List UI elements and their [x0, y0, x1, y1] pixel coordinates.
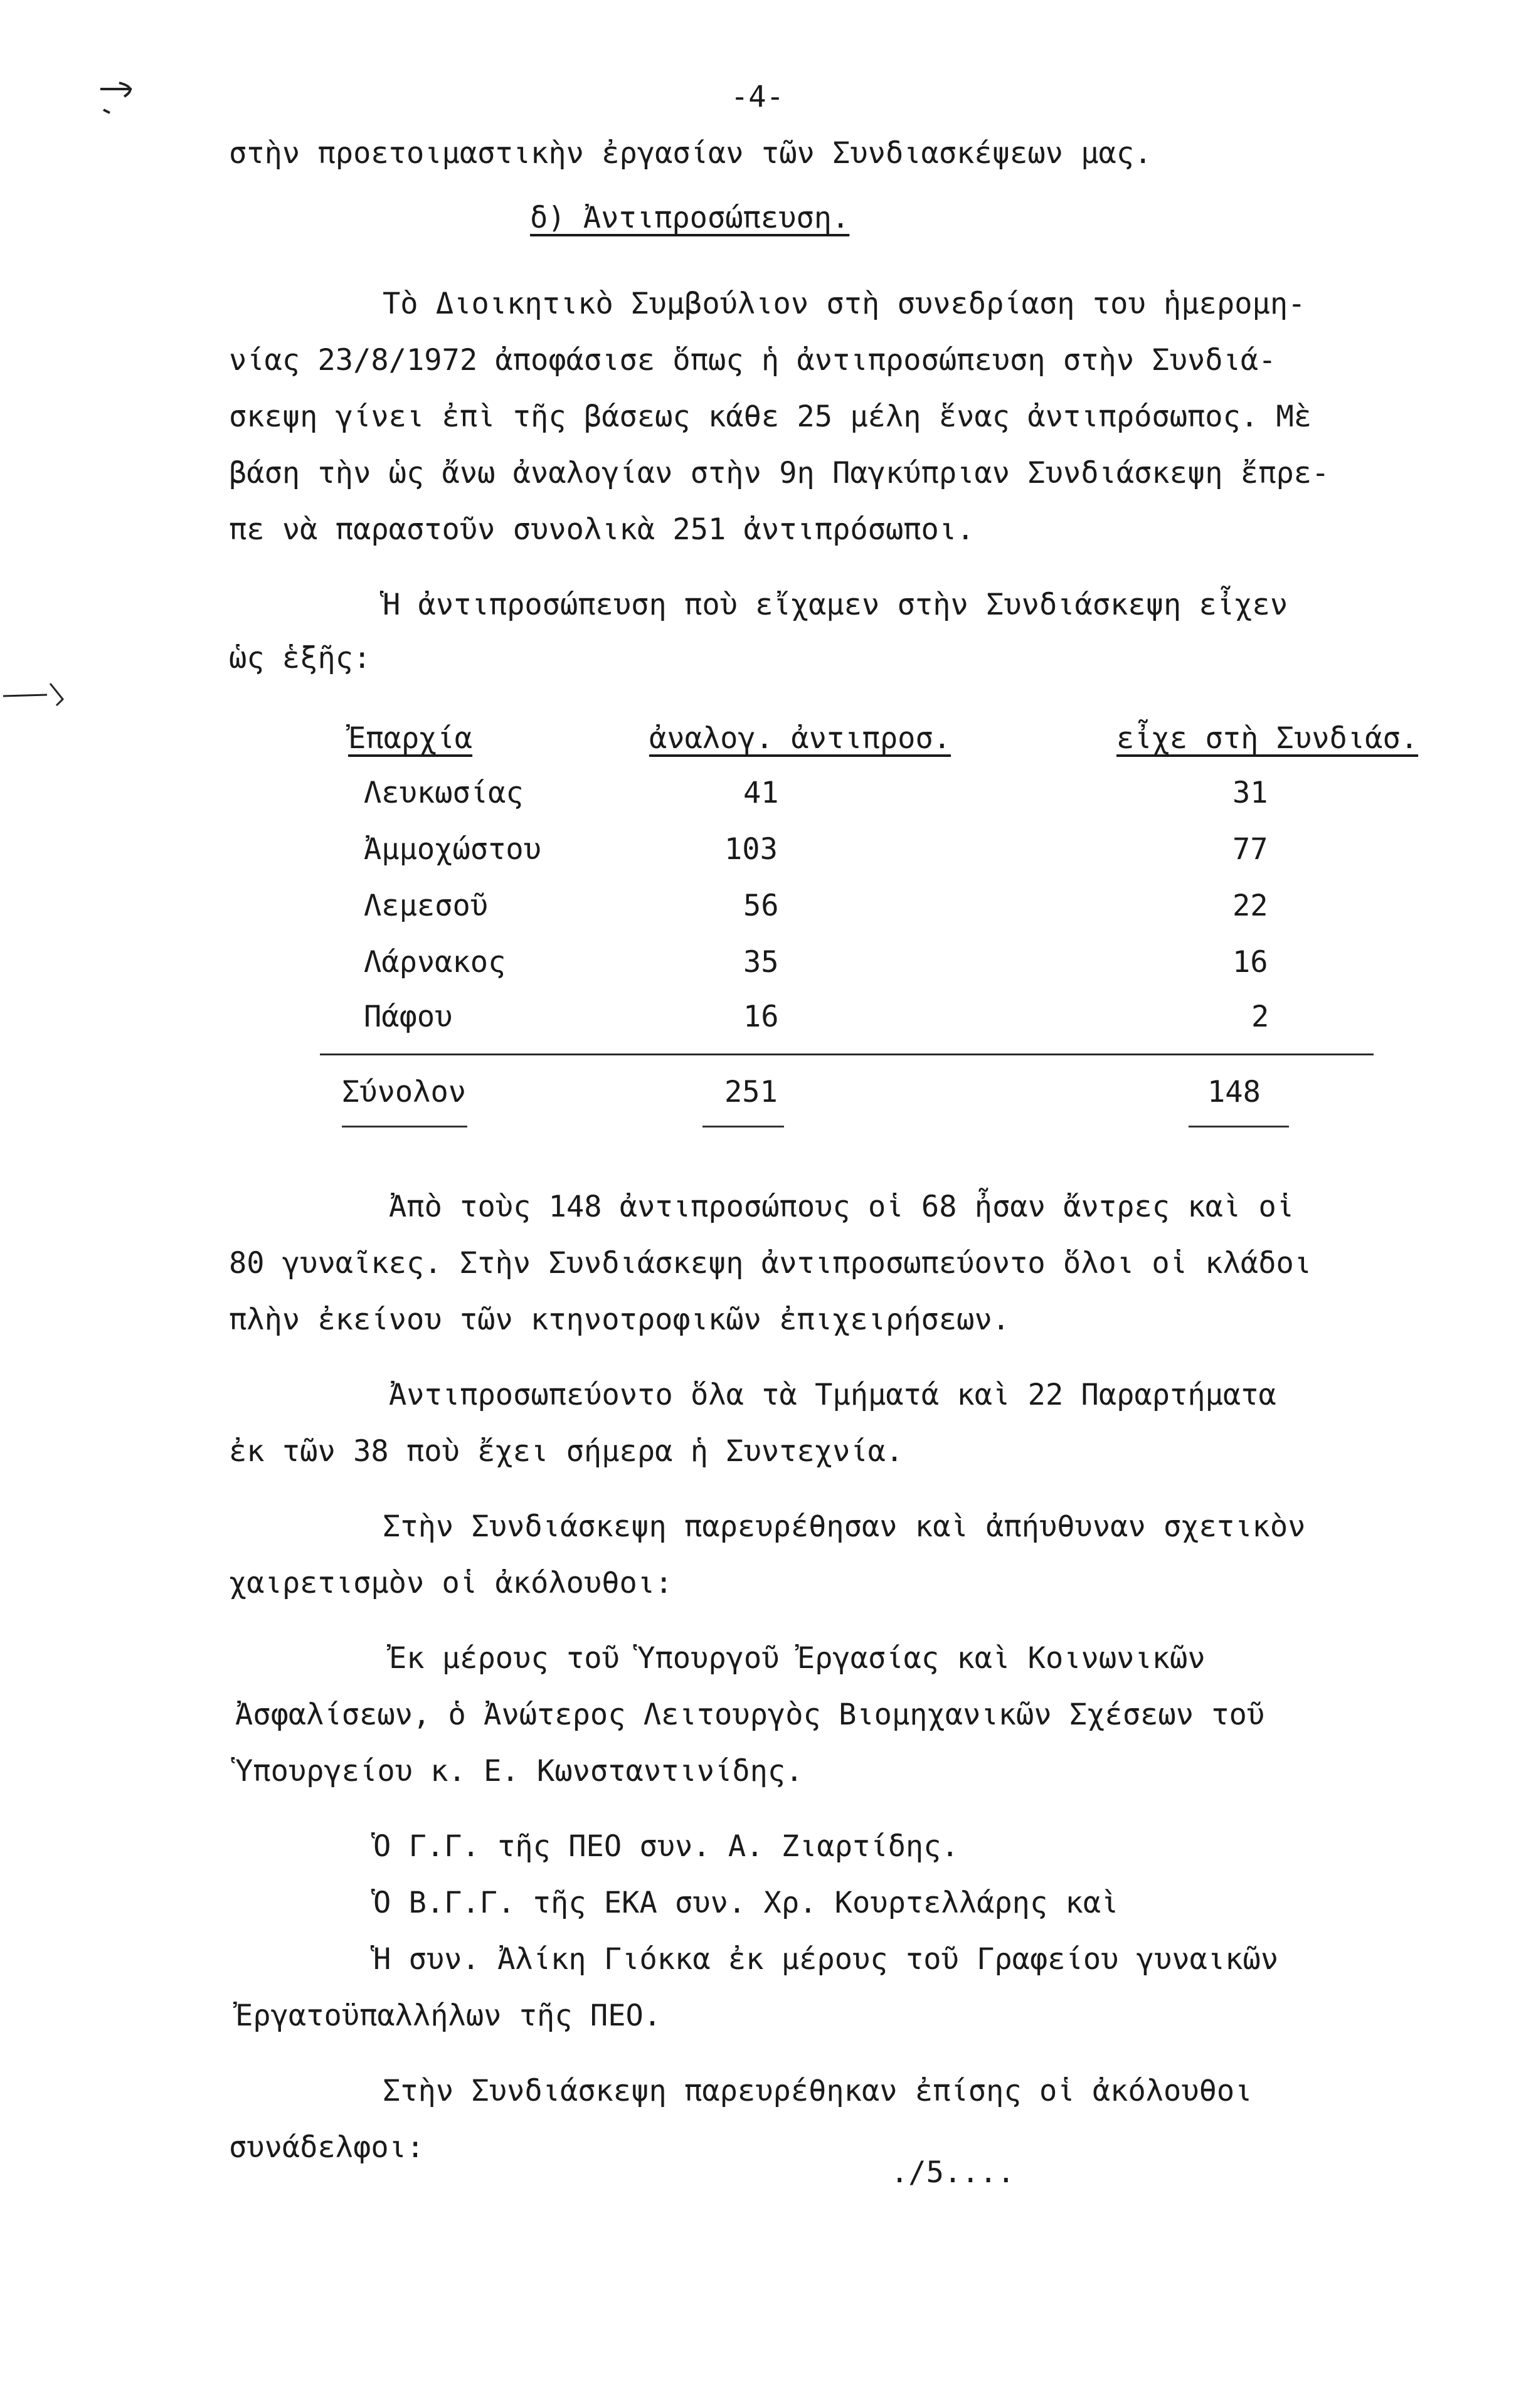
- continuation-marker: ./5....: [891, 2155, 1015, 2190]
- text-line: Τὸ Διοικητικὸ Συμβούλιον στὴ συνεδρίαση του ἡμερομη-: [383, 287, 1306, 321]
- margin-mark: [94, 75, 182, 119]
- text-line: Ὑπουργείου κ. Ε. Κωνσταντινίδης.: [235, 1754, 803, 1788]
- table-total-rule: [320, 1054, 1374, 1055]
- table-cell-proportional: 16: [743, 1000, 779, 1034]
- text-line: ὡς ἑξῆς:: [229, 641, 371, 675]
- text-line: σκεψη γίνει ἐπὶ τῆς βάσεως κάθε 25 μέλη ἕνας ἀντιπρόσωπος. Μὲ: [229, 399, 1312, 434]
- table-cell-proportional: 103: [724, 832, 778, 867]
- text-line: χαιρετισμὸν οἱ ἀκόλουθοι:: [229, 1566, 673, 1600]
- text-line: πλὴν ἐκείνου τῶν κτηνοτροφικῶν ἐπιχειρήσεων.: [229, 1302, 1010, 1337]
- table-cell-district: Λευκωσίας: [364, 776, 524, 810]
- table-cell-attended: 77: [1232, 832, 1268, 867]
- table-total-attended: 148: [1207, 1075, 1261, 1109]
- text-line: συνάδελφοι:: [229, 2130, 425, 2165]
- text-line: Ἐκ μέρους τοῦ Ὑπουργοῦ Ἐργασίας καὶ Κοινωνικῶν: [389, 1641, 1206, 1676]
- text-line: ἐκ τῶν 38 ποὺ ἔχει σήμερα ἡ Συντεχνία.: [229, 1434, 904, 1469]
- table-cell-attended: 22: [1232, 889, 1268, 923]
- table-cell-proportional: 41: [743, 776, 779, 810]
- table-cell-district: Λάρνακος: [364, 945, 506, 980]
- text-line: Ὁ Β.Γ.Γ. τῆς ΕΚΑ συν. Χρ. Κουρτελλάρης καὶ: [373, 1886, 1119, 1920]
- margin-mark: [0, 677, 82, 715]
- text-line: Ἡ ἀντιπροσώπευση ποὺ εἴχαμεν στὴν Συνδιάσκεψη εἶχεν: [383, 588, 1288, 622]
- text-line: Ἀσφαλίσεων, ὁ Ἀνώτερος Λειτουργὸς Βιομηχανικῶν Σχέσεων τοῦ: [235, 1698, 1265, 1732]
- page-number: -4-: [731, 80, 784, 114]
- table-cell-district: Ἀμμοχώστου: [364, 832, 541, 867]
- table-header-district: Ἐπαρχία: [348, 721, 473, 756]
- text-line: Ἀπὸ τοὺς 148 ἀντιπροσώπους οἱ 68 ἦσαν ἄντρες καὶ οἱ: [389, 1190, 1295, 1224]
- table-cell-district: Λεμεσοῦ: [364, 889, 489, 923]
- text-line: πε νὰ παραστοῦν συνολικὰ 251 ἀντιπρόσωποι.: [229, 512, 975, 547]
- table-total-proportional: 251: [724, 1075, 778, 1109]
- table-header-proportional: ἀναλογ. ἀντιπροσ.: [649, 721, 951, 756]
- text-line: Ἡ συν. Ἀλίκη Γιόκκα ἐκ μέρους τοῦ Γραφείου γυναικῶν: [373, 1942, 1279, 1977]
- text-line: Στὴν Συνδιάσκεψη παρευρέθηκαν ἐπίσης οἱ ἀκόλουθοι: [383, 2074, 1253, 2108]
- text-line: Ἀντιπροσωπεύοντο ὅλα τὰ Τμήματά καὶ 22 Παραρτήματα: [389, 1378, 1276, 1412]
- total-underline: [342, 1126, 467, 1127]
- text-line: Στὴν Συνδιάσκεψη παρευρέθησαν καὶ ἀπήυθυναν σχετικὸν: [383, 1509, 1306, 1544]
- table-cell-attended: 2: [1251, 1000, 1269, 1034]
- table-cell-attended: 31: [1232, 776, 1268, 810]
- table-total-label: Σύνολον: [342, 1075, 467, 1109]
- text-line: νίας 23/8/1972 ἀποφάσισε ὅπως ἡ ἀντιπροσώπευση στὴν Συνδιά-: [229, 343, 1276, 378]
- text-line: Ὁ Γ.Γ. τῆς ΠΕΟ συν. Α. Ζιαρτίδης.: [373, 1829, 959, 1864]
- section-heading: δ) Ἀντιπροσώπευση.: [530, 201, 850, 235]
- text-line: Ἐργατοϋπαλλήλων τῆς ΠΕΟ.: [235, 1999, 662, 2033]
- total-underline: [1189, 1126, 1289, 1127]
- total-underline: [702, 1126, 784, 1127]
- table-cell-attended: 16: [1232, 945, 1268, 980]
- text-line: 80 γυναῖκες. Στὴν Συνδιάσκεψη ἀντιπροσωπεύοντο ὅλοι οἱ κλάδοι: [229, 1246, 1312, 1281]
- table-cell-proportional: 35: [743, 945, 779, 980]
- table-cell-district: Πάφου: [364, 1000, 453, 1034]
- text-line: βάση τὴν ὡς ἄνω ἀναλογίαν στὴν 9η Παγκύπριαν Συνδιάσκεψη ἔπρε-: [229, 456, 1330, 490]
- table-header-attended: εἶχε στὴ Συνδιάσ.: [1116, 721, 1419, 756]
- table-cell-proportional: 56: [743, 889, 779, 923]
- text-line: στὴν προετοιμαστικὴν ἐργασίαν τῶν Συνδιασκέψεων μας.: [229, 136, 1152, 171]
